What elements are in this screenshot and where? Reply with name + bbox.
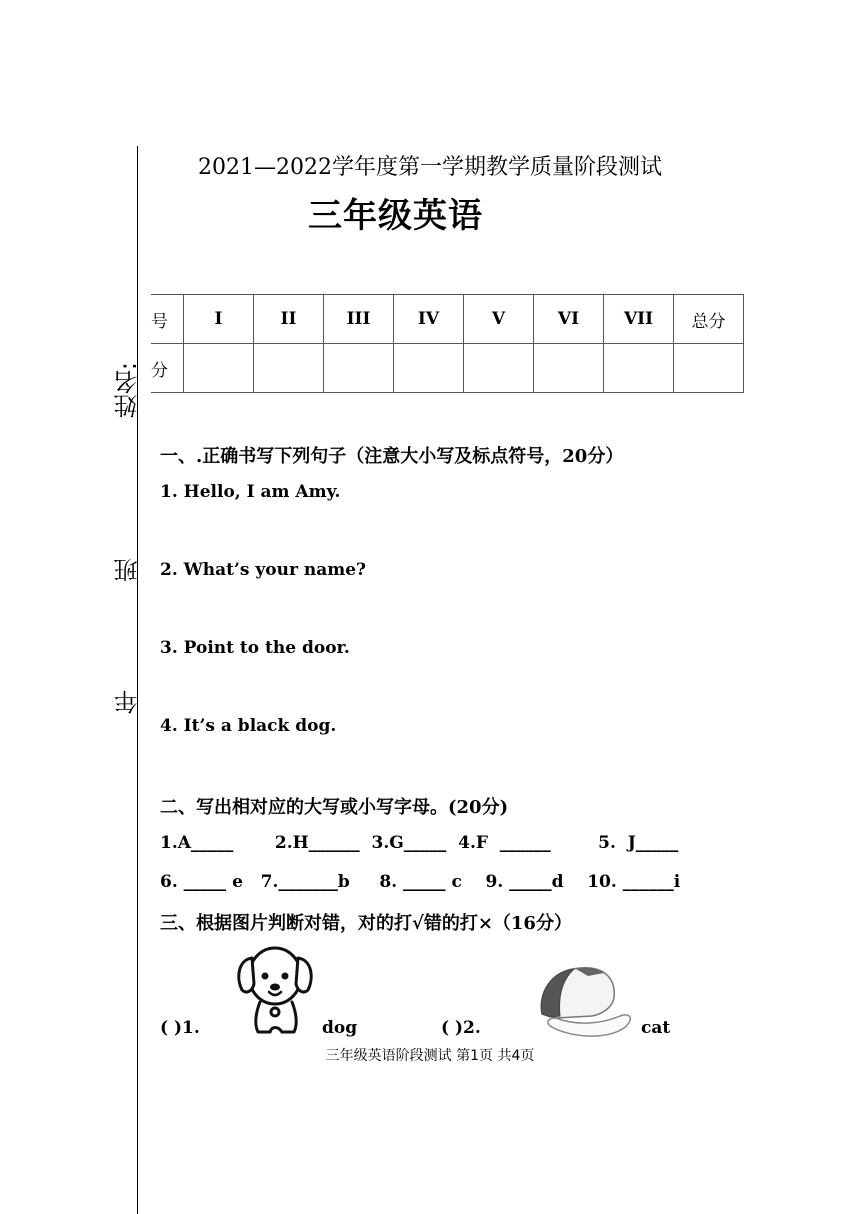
cap-icon [536,964,636,1040]
section2-heading: 二、写出相对应的大写或小写字母。(20分) [160,797,509,818]
letters-row-2: 6. _____ e 7._______b 8. _____ c 9. _____d 10. ______i [160,872,681,892]
subject-title: 三年级英语 [308,196,483,236]
row-label-number: 号 [151,295,184,344]
col-5: V [464,295,534,344]
col-total: 总分 [674,295,744,344]
score-table [151,294,744,393]
score-table-score-row [151,344,744,393]
score-cell[interactable] [184,344,254,393]
score-cell[interactable] [254,344,324,393]
col-1: I [184,295,254,344]
col-2: II [254,295,324,344]
dog-icon [232,942,318,1036]
col-4: IV [394,295,464,344]
section3-heading: 三、根据图片判断对错，对的打√错的打×（16分） [160,913,572,934]
score-cell[interactable] [324,344,394,393]
side-label-grade: 年 [114,690,142,714]
col-6: VI [534,295,604,344]
score-cell[interactable] [394,344,464,393]
score-cell[interactable] [674,344,744,393]
item1-bracket: ( )1. [160,1018,200,1038]
item2-bracket: ( )2. [441,1018,481,1038]
section1-heading: 一、.正确书写下列句子（注意大小写及标点符号，20分） [160,446,624,467]
row-label-score: 分 [151,344,184,393]
sentence-2: 2. What’s your name? [160,560,366,580]
item2-word: cat [641,1018,671,1038]
score-table-header-row [151,295,744,344]
side-label-name: 姓名: [114,362,142,419]
side-label-class: 班 [114,558,142,582]
score-cell[interactable] [604,344,674,393]
letters-row-1: 1.A_____ 2.H______ 3.G_____ 4.F ______ 5. J_____ [160,833,679,853]
page-footer: 三年级英语阶段测试 第1页 共4页 [325,1048,535,1064]
exam-title: 2021—2022学年度第一学期教学质量阶段测试 [198,155,662,180]
col-3: III [324,295,394,344]
sentence-3: 3. Point to the door. [160,638,350,658]
sentence-4: 4. It’s a black dog. [160,716,337,736]
item1-word: dog [322,1018,358,1038]
score-cell[interactable] [464,344,534,393]
score-cell[interactable] [534,344,604,393]
sentence-1: 1. Hello, I am Amy. [160,482,341,502]
col-7: VII [604,295,674,344]
